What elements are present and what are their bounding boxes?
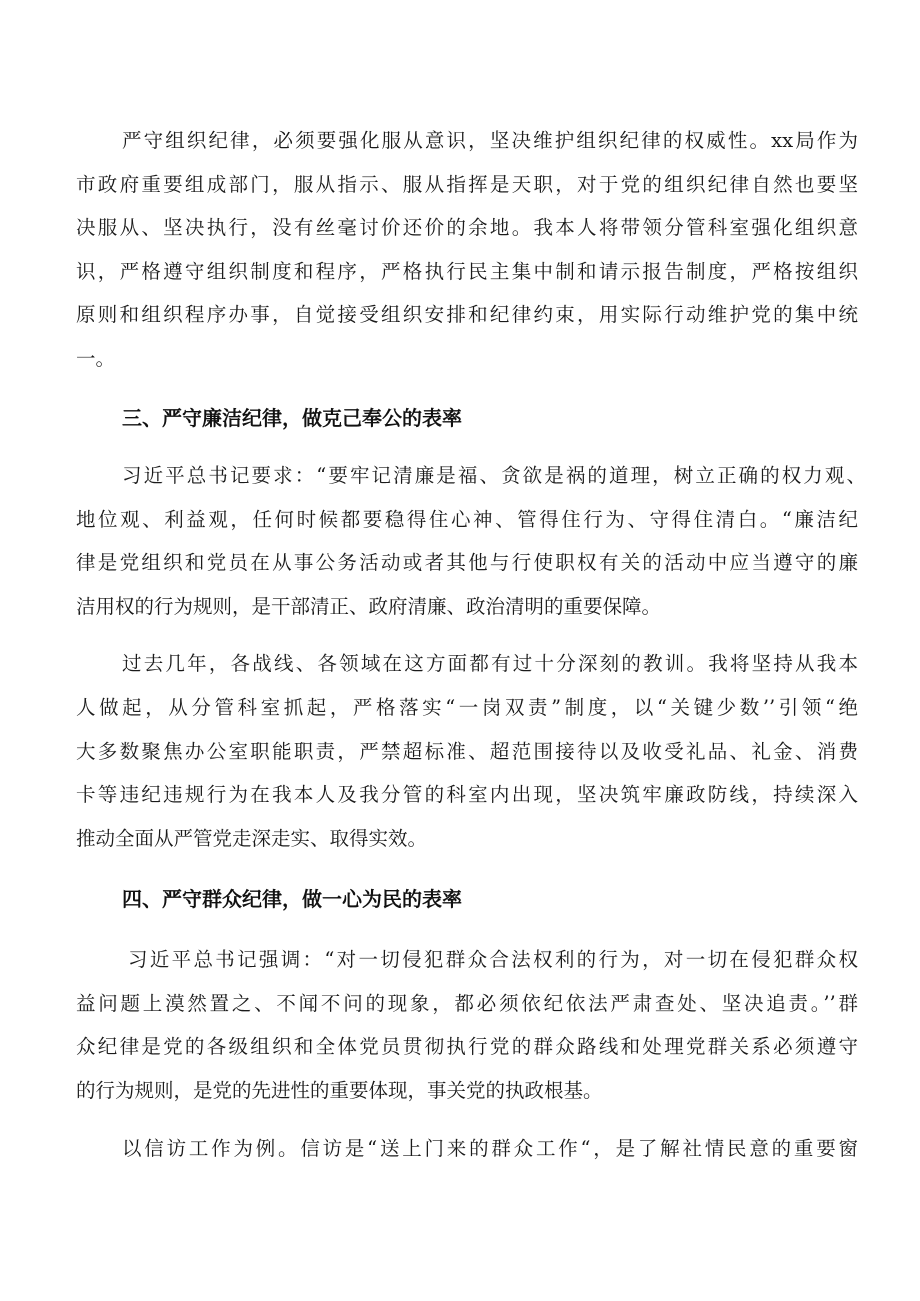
section-heading-integrity-discipline: 三、严守廉洁纪律，做克己奉公的表率 — [122, 406, 462, 430]
text-line: 大多数聚焦办公室职能职责，严禁超标准、超范围接待以及收受礼品、礼金、消费 — [76, 740, 858, 763]
text-line: 决服从、坚决执行，没有丝毫讨价还价的余地。我本人将带领分管科室强化组织意 — [76, 216, 858, 239]
text-line: 人做起，从分管科室抓起，严格落实“一岗双责”制度，以“关键少数’’引领“绝 — [76, 696, 858, 719]
text-line: 众纪律是党的各级组织和全体党员贯彻执行党的群众路线和处理党群关系必须遵守 — [76, 1035, 858, 1058]
text-line: 地位观、利益观，任何时候都要稳得住心神、管得住行为、守得住清白。“廉洁纪 — [76, 508, 858, 531]
text-line: 严守组织纪律，必须要强化服从意识，坚决维护组织纪律的权威性。xx局作为 — [122, 129, 858, 152]
text-line: 习近平总书记强调：“对一切侵犯群众合法权利的行为，对一切在侵犯群众权 — [128, 948, 858, 971]
text-line: 以信访工作为例。信访是“送上门来的群众工作“，是了解社情民意的重要窗 — [122, 1137, 858, 1160]
text-line: 律是党组织和党员在从事公务活动或者其他与行使职权有关的活动中应当遵守的廉 — [76, 551, 858, 574]
text-line: 一。 — [76, 347, 116, 370]
section-heading-mass-discipline: 四、严守群众纪律，做一心为民的表率 — [122, 887, 462, 911]
text-line: 益问题上漠然置之、不闻不问的现象，都必须依纪依法严肃查处、坚决追责。’’群 — [76, 992, 858, 1015]
text-line: 的行为规则，是党的先进性的重要体现，事关党的执政根基。 — [76, 1079, 603, 1102]
text-line: 卡等违纪违规行为在我本人及我分管的科室内出现，坚决筑牢廉政防线，持续深入 — [76, 783, 858, 806]
text-line: 识，严格遵守组织制度和程序，严格执行民主集中制和请示报告制度，严格按组织 — [76, 260, 858, 283]
text-line: 洁用权的行为规则，是干部清正、政府清廉、政治清明的重要保障。 — [76, 595, 662, 618]
text-line: 过去几年，各战线、各领域在这方面都有过十分深刻的教训。我将坚持从我本 — [122, 652, 858, 675]
text-line: 原则和组织程序办事，自觉接受组织安排和纪律约束，用实际行动维护党的集中统 — [76, 303, 858, 326]
text-line: 市政府重要组成部门，服从指示、服从指挥是天职，对于党的组织纪律自然也要坚 — [76, 173, 858, 196]
text-line: 推动全面从严管党走深走实、取得实效。 — [76, 827, 428, 850]
text-line: 习近平总书记要求：“要牢记清廉是福、贪欲是祸的道理，树立正确的权力观、 — [122, 464, 866, 487]
